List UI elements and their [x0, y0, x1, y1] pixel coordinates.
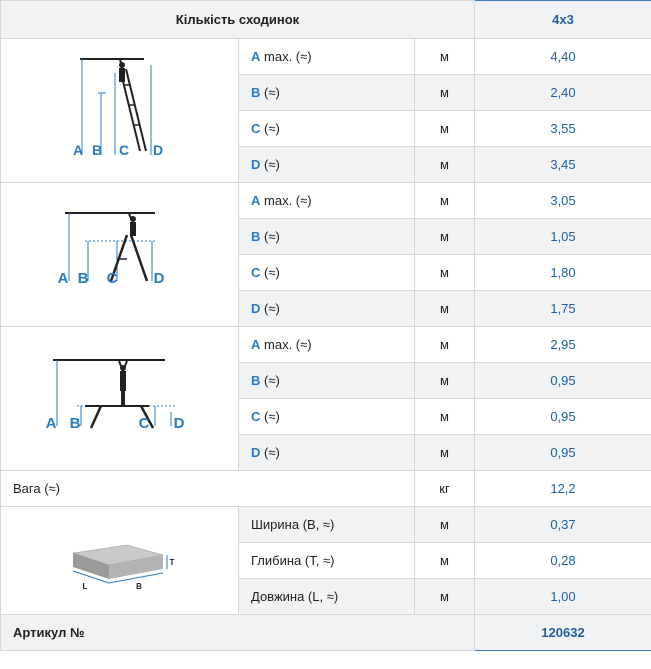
dim-value: 2,95: [475, 327, 651, 363]
diagram-label-a: A: [72, 141, 83, 158]
dim-unit: м: [415, 435, 475, 471]
config-1-row-a: [1, 39, 651, 75]
dim-value: 0,95: [475, 399, 651, 435]
article-label: Артикул №: [1, 615, 475, 651]
package-unit: м: [415, 507, 475, 543]
dim-unit: м: [415, 147, 475, 183]
package-row-width: [1, 507, 651, 543]
config-2-row-a: [1, 183, 651, 219]
dim-label: B (≈): [239, 363, 415, 399]
dim-label: B (≈): [239, 219, 415, 255]
config-3-row-a: [1, 327, 651, 363]
dim-unit: м: [415, 75, 475, 111]
diagram-label-b: B: [77, 269, 88, 287]
weight-value: 12,2: [475, 471, 651, 507]
dim-label: C (≈): [239, 111, 415, 147]
package-value: 1,00: [475, 579, 651, 615]
package-unit: м: [415, 543, 475, 579]
diagram-label-t: T: [169, 557, 174, 567]
config-1-image: [1, 39, 239, 183]
package-value: 0,28: [475, 543, 651, 579]
diagram-label-a: A: [57, 269, 68, 287]
steps-value: 4x3: [475, 1, 651, 39]
dim-unit: м: [415, 111, 475, 147]
package-label: Довжина (L, ≈): [239, 579, 415, 615]
diagram-label-d: D: [173, 414, 184, 432]
diagram-label-c: C: [118, 141, 129, 158]
diagram-label-d: D: [152, 141, 163, 158]
dim-label: A max. (≈): [239, 39, 415, 75]
dim-unit: м: [415, 363, 475, 399]
diagram-label-b: B: [91, 141, 102, 158]
article-row: [1, 615, 651, 651]
package-box-icon: [65, 531, 175, 591]
dim-label: A max. (≈): [239, 327, 415, 363]
ladder-a-frame-icon: [55, 205, 185, 305]
dim-value: 3,05: [475, 183, 651, 219]
package-image: [1, 507, 239, 615]
dim-unit: м: [415, 291, 475, 327]
weight-row: [1, 471, 651, 507]
dim-unit: м: [415, 327, 475, 363]
dim-label: A max. (≈): [239, 183, 415, 219]
dim-value: 3,45: [475, 147, 651, 183]
diagram-label-d: D: [153, 269, 164, 287]
package-value: 0,37: [475, 507, 651, 543]
dim-value: 3,55: [475, 111, 651, 147]
ladder-platform-icon: [45, 354, 195, 444]
dim-label: D (≈): [239, 147, 415, 183]
diagram-label-b: B: [69, 414, 80, 432]
dim-value: 0,95: [475, 435, 651, 471]
config-3-image: [1, 327, 239, 471]
dim-value: 1,05: [475, 219, 651, 255]
dim-value: 1,80: [475, 255, 651, 291]
header-row: [1, 1, 651, 39]
diagram-label-c: C: [138, 414, 149, 432]
dim-unit: м: [415, 255, 475, 291]
ladder-straight-icon: [60, 51, 180, 171]
dim-unit: м: [415, 219, 475, 255]
article-value: 120632: [475, 615, 651, 651]
dim-value: 2,40: [475, 75, 651, 111]
dim-value: 4,40: [475, 39, 651, 75]
package-unit: м: [415, 579, 475, 615]
dim-unit: м: [415, 183, 475, 219]
weight-unit: кг: [415, 471, 475, 507]
dim-value: 1,75: [475, 291, 651, 327]
dim-unit: м: [415, 39, 475, 75]
dim-unit: м: [415, 399, 475, 435]
package-label: Ширина (B, ≈): [239, 507, 415, 543]
config-2-image: [1, 183, 239, 327]
diagram-label-c: C: [106, 269, 117, 287]
dim-value: 0,95: [475, 363, 651, 399]
dim-label: B (≈): [239, 75, 415, 111]
steps-label: Кількість сходинок: [1, 1, 475, 39]
diagram-label-a: A: [45, 414, 56, 432]
dim-label: D (≈): [239, 291, 415, 327]
dim-label: C (≈): [239, 399, 415, 435]
weight-label: Вага (≈): [1, 471, 415, 507]
dim-label: D (≈): [239, 435, 415, 471]
diagram-label-b-width: B: [135, 581, 142, 591]
package-label: Глибина (T, ≈): [239, 543, 415, 579]
dim-label: C (≈): [239, 255, 415, 291]
diagram-label-l: L: [82, 581, 87, 591]
